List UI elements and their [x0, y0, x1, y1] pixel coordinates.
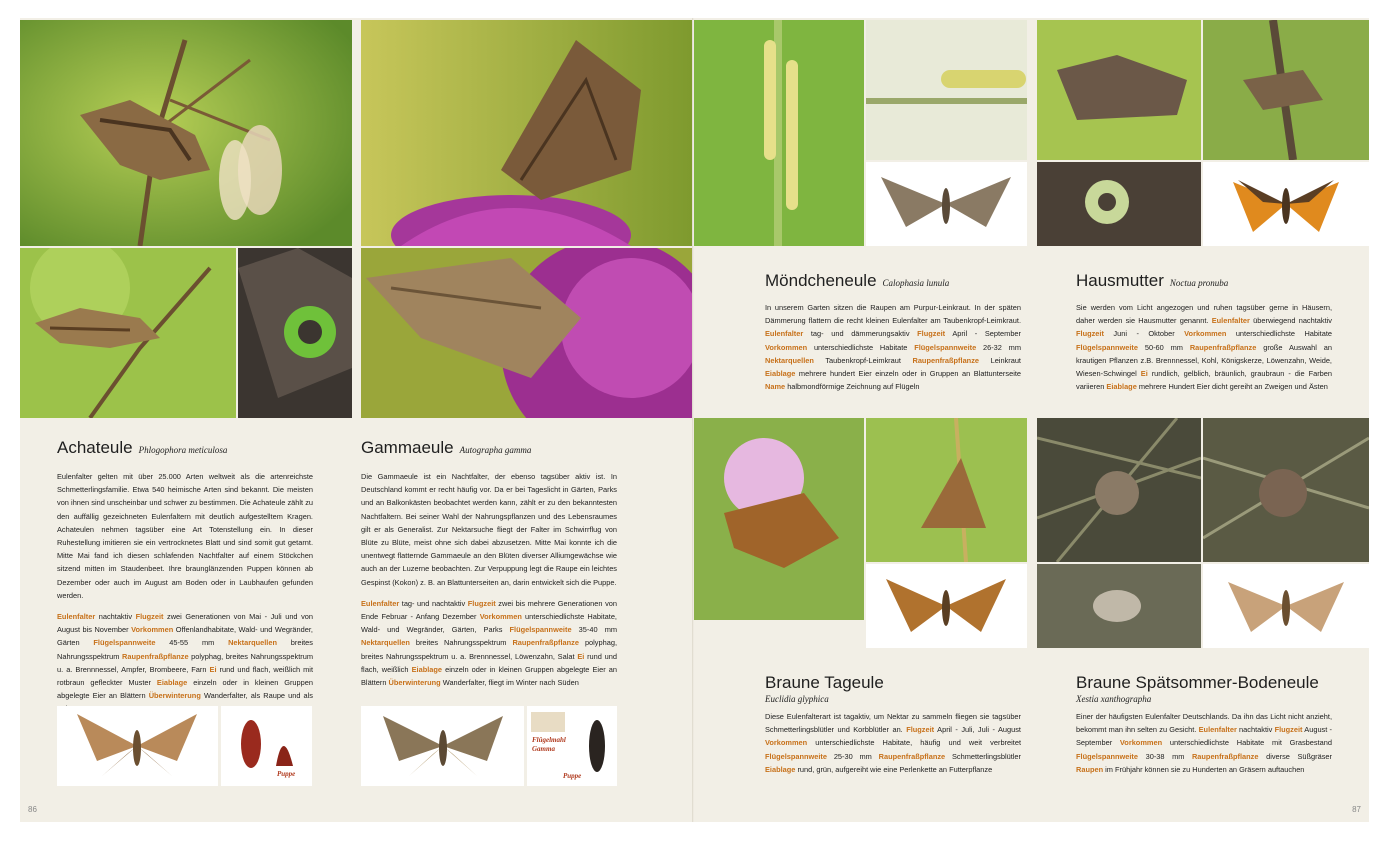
fact-value: rund, grün, aufgereiht wie eine Perlenkette an Futterpflanze — [795, 764, 993, 774]
fact-value: April - Juli, Juli - August — [934, 725, 1021, 735]
fact-value: Wanderfalter, fliegt im Winter nach Süden — [440, 678, 579, 688]
moendcheneule-latin: Calophasia lunula — [882, 278, 950, 288]
fact-key: Vorkommen — [765, 738, 808, 748]
photo-tageule-moth — [866, 564, 1027, 648]
photo-moendcheneule-caterpillars — [694, 20, 864, 246]
fact-key: Eulenfalter — [57, 612, 96, 622]
fact-value: diverse Süßgräser — [1258, 751, 1332, 761]
fact-key: Ei — [577, 651, 585, 661]
photo-bodeneule-1 — [1037, 418, 1201, 562]
fact-key: Raupenfraßpflanze — [878, 751, 946, 761]
fact-key: Flugzeit — [135, 612, 164, 622]
fact-key: Vorkommen — [1119, 738, 1163, 748]
fact-value: unterschiedlichste Habitate — [1226, 329, 1332, 339]
photo-bodeneule-moth — [1203, 564, 1369, 648]
fact-value: mehrere Hundert Eier dicht gereiht an Zweigen und Ästen — [1136, 382, 1328, 392]
fact-value: polyphag, breites Nahrungsspektrum u. a. Brennnessel, Ampfer, Brombeere, Farn — [57, 651, 313, 674]
fact-key: Eiablage — [765, 369, 796, 379]
achateule-latin: Phlogophora meticulosa — [138, 445, 228, 455]
fact-key: Flugzeit — [917, 329, 946, 339]
fact-value: breites Nahrungsspektrum — [409, 638, 513, 648]
fact-key: Nektarquellen — [228, 638, 277, 648]
photo-achateule-branch — [20, 248, 236, 418]
fact-value: rund und flach, weißlich — [361, 651, 617, 674]
fact-key: Flugzeit — [906, 725, 935, 735]
fact-value: Leinkraut — [979, 355, 1021, 365]
fact-value: mehrere hundert Eier einzeln oder in Gruppen an Blattunterseite — [795, 369, 1021, 379]
fact-key: Raupenfraßpflanze — [1191, 751, 1259, 761]
page-number-right: 87 — [1352, 805, 1361, 814]
fact-key: Flügelspannweite — [509, 625, 572, 635]
fact-key: Flügelspannweite — [1076, 342, 1139, 352]
fact-value: unterschiedlichste Habitate mit Grasbestand — [1162, 738, 1332, 748]
achateule-description: Eulenfalter gelten mit über 25.000 Arten weltweit als die artenreichste Schmetterlingsfamilie. Etwa 540 heimische Arten sind bekannt. Die meisten von ihnen sind unscheinbar und schwer zu bestimmen. Die Achateule zählt zu den auffällig gezeichneten Eulenfaltern mit deutlich aufgestelltem Kragen. Achateulen nehmen tagsüber eine Art Totenstellung ein. In dieser Ruhestellung imitieren sie ein vertrocknetes Blatt und sind somit gut getarnt. Mitte Mai fand ich diesen schlafenden Nachtfalter auf einem Stöckchen sitzend mitten im Staudenbeet. Ihre braunglänzenden Puppen können ab Dezember oder auch im August am Boden oder in Laubhaufen gefunden werden. — [57, 472, 313, 600]
fact-key: Eulenfalter — [1198, 725, 1237, 735]
photo-moendcheneule-larva — [866, 20, 1027, 160]
photo-gammaeule-pupa — [527, 706, 617, 786]
bodeneule-section — [1076, 673, 1332, 776]
moendcheneule-text: In unserem Garten sitzen die Raupen am Purpur-Leinkraut. In der späten Dämmerung flattern die recht kleinen Eulenfalter am Taubenkropf-Leimkraut. Eulenfalter tag- und dämmerungsaktiv Flugzeit April - September Vorkommen unterschiedlichste Habitate Flügelspannweite 26-32 mm Nektarquellen Taubenkropf-Leimkraut Raupenfraßpflanze Leinkraut Eiablage mehrere hundert Eier einzeln oder in Gruppen an Blattunterseite Name halbmondförmige Zeichnung auf Flügeln — [765, 303, 1022, 392]
photo-hausmutter-moth — [1203, 162, 1369, 246]
fact-key: Flügelspannweite — [93, 638, 156, 648]
photo-achateule-resting — [20, 20, 352, 246]
fact-value: rundlich, gelblich, bräunlich, graubraun - die Farben variieren — [1076, 369, 1332, 392]
left-page — [20, 18, 693, 822]
fact-key: Überwinterung — [388, 678, 441, 688]
fact-key: Nektarquellen — [765, 355, 814, 365]
fact-value: Wanderfalter, als Raupe und als — [203, 691, 314, 701]
fact-value: zwei Generationen von Mai - Juli und von August bis November — [57, 612, 313, 635]
fact-value: August - September — [1076, 725, 1332, 748]
fact-key: Eulenfalter — [1211, 316, 1250, 326]
page-number-left: 86 — [28, 805, 37, 814]
fact-value: 35-40 mm — [571, 625, 618, 635]
fact-key: Eiablage — [765, 764, 796, 774]
fact-key: Eiablage — [156, 678, 188, 688]
fact-key: Vorkommen — [1184, 329, 1227, 339]
fact-value: 26-32 mm — [976, 342, 1021, 352]
braune-tageule-title: Braune Tageule — [765, 673, 884, 692]
fact-value: 30-38 mm — [1138, 751, 1192, 761]
photo-tageule-thistle — [694, 418, 864, 620]
right-page — [694, 18, 1369, 822]
fact-key: Vorkommen — [479, 612, 522, 622]
fact-key: Überwinterung — [148, 691, 201, 701]
fact-key: Nektarquellen — [361, 638, 410, 648]
fact-value: 25-30 mm — [827, 751, 879, 761]
moendcheneule-title: Möndcheneule Calophasia lunula — [765, 271, 950, 290]
fact-key: Flügelspannweite — [765, 751, 828, 761]
braune-tageule-latin: Euclidia glyphica — [765, 694, 829, 704]
fact-key: Name — [765, 382, 786, 392]
fact-key: Raupenfraßpflanze — [1189, 342, 1257, 352]
bodeneule-text: Einer der häufigsten Eulenfalter Deutschlands. Da ihn das Licht nicht anzieht, bekommt man ihn selten zu Gesicht. Eulenfalter nachtaktiv Flugzeit August - September Vorkommen unterschiedlichste Habitate mit Grasbestand Flügelspannweite 30-38 mm Raupenfraßpflanze diverse Süßgräser Raupen im Frühjahr können sie zu Hunderten an Gräsern auftauchen — [1076, 712, 1332, 774]
fact-value: einzeln oder in kleinen Gruppen abgelegte Eier an Blättern — [361, 664, 617, 688]
fact-value: Offenlandhabitate, Wald- und Wegränder, Gärten — [57, 625, 313, 648]
photo-bodeneule-2 — [1203, 418, 1369, 562]
fact-key: Eulenfalter — [361, 598, 400, 608]
fact-key: Raupenfraßpflanze — [512, 638, 579, 648]
achateule-pupa-label: Puppe — [277, 770, 296, 778]
photo-bodeneule-3 — [1037, 564, 1201, 648]
fact-key: Ei — [1140, 369, 1148, 379]
hausmutter-section — [1076, 271, 1332, 393]
achateule-section — [57, 438, 313, 716]
fact-value: Juni - Oktober — [1103, 329, 1185, 339]
fact-key: Flügelspannweite — [914, 342, 977, 352]
fact-value: nachtaktiv — [1236, 725, 1275, 735]
fact-value: zwei bis mehrere Generationen von Ende Februar - Anfang Dezember — [361, 598, 617, 622]
hausmutter-latin: Noctua pronuba — [1169, 278, 1229, 288]
fact-key: Eulenfalter — [765, 329, 804, 339]
photo-tageule-resting — [866, 418, 1027, 562]
fact-value: im Frühjahr können sie zu Hunderten an Gräsern auftauchen — [1103, 764, 1305, 774]
photo-gammaeule-flower — [361, 248, 693, 418]
photo-achateule-pupa — [221, 706, 312, 786]
photo-gammaeule-closeup — [361, 20, 693, 246]
fact-key: Raupenfraßpflanze — [912, 355, 980, 365]
braune-tageule-text: Diese Eulenfalterart ist tagaktiv, um Nektar zu sammeln fliegen sie tagsüber Schmetterlingsblütler und Korbblütler an. Flugzeit April - Juli, Juli - August Vorkommen unterschiedlichste Habitate, häufig und weit verbreitet Flügelspannweite 25-30 mm Raupenfraßpflanze Schmetterlingsblütler Eiablage rund, grün, aufgereiht wie eine Perlenkette an Futterpflanze — [765, 712, 1021, 774]
fact-key: Raupen — [1076, 764, 1104, 774]
fact-key: Flugzeit — [467, 598, 496, 608]
fact-value: unterschiedlichste Habitate, Wald- und Wegränder, Gärten, Parks — [361, 612, 617, 635]
gammaeule-title: Gammaeule Autographa gamma — [361, 438, 532, 457]
gammaeule-facts — [361, 597, 617, 689]
fact-value: Taubenkropf-Leimkraut — [813, 355, 913, 365]
fact-key: Vorkommen — [765, 342, 808, 352]
achateule-facts — [57, 610, 313, 716]
fact-value: Schmetterlingsblütler — [945, 751, 1021, 761]
fact-value: überwiegend nachtaktiv — [1249, 316, 1332, 326]
photo-hausmutter-caterpillar — [1037, 162, 1201, 246]
fact-key: Vorkommen — [131, 625, 174, 635]
gammaeule-section — [361, 438, 617, 689]
fact-value: tag- und nachtaktiv — [399, 598, 468, 608]
fact-value: rund und flach, weißlich mit rotbraun gefleckter Muster — [57, 664, 314, 688]
photo-hausmutter-branch — [1203, 20, 1369, 160]
fact-value: große Auswahl an krautigen Pflanzen z.B. Brennnessel, Kohl, Königskerze, Löwenzahn, Weide, Wiesen-Schwingel — [1076, 342, 1332, 379]
fact-value: tag- und dämmerungsaktiv — [803, 329, 918, 339]
gammaeule-latin: Autographa gamma — [459, 445, 532, 455]
photo-moendcheneule-moth — [866, 162, 1027, 246]
fact-key: Eiablage — [411, 664, 443, 674]
fact-key: Ei — [209, 664, 217, 674]
photo-hausmutter-resting — [1037, 20, 1201, 160]
braune-tageule-section — [765, 673, 1021, 776]
fact-value: halbmondförmige Zeichnung auf Flügeln — [785, 382, 920, 392]
fact-value: 45-55 mm — [155, 638, 229, 648]
hausmutter-text: Sie werden vom Licht angezogen und ruhen tagsüber gerne in Häusern, daher werden sie Hausmutter genannt. Eulenfalter überwiegend nachtaktiv Flugzeit Juni - Oktober Vorkommen unterschiedlichste Habitate Flügelspannweite 50-60 mm Raupenfraßpflanze große Auswahl an krautigen Pflanzen z.B. Brennnessel, Kohl, Königskerze, Löwenzahn, Weide, Wiesen-Schwingel Ei rundlich, gelblich, bräunlich, graubraun - die Farben variieren Eiablage mehrere Hundert Eier dicht gereiht an Zweigen und Ästen — [1076, 303, 1332, 392]
fact-value: breites Nahrungsspektrum — [57, 638, 313, 661]
hausmutter-title: Hausmutter Noctua pronuba — [1076, 271, 1229, 290]
photo-achateule-caterpillar — [238, 248, 352, 418]
fact-value: nachtaktiv — [95, 612, 136, 622]
achateule-title: Achateule Phlogophora meticulosa — [57, 438, 228, 457]
fact-value: 50-60 mm — [1138, 342, 1190, 352]
fact-value: polyphag, breites Nahrungsspektrum u. a. Brennnessel, Löwenzahn, Salat — [361, 638, 617, 661]
bodeneule-latin: Xestia xanthographa — [1076, 694, 1152, 704]
fact-key: Flugzeit — [1274, 725, 1303, 735]
fact-value: unterschiedlichste Habitate, häufig und weit verbreitet — [807, 738, 1021, 748]
bodeneule-title: Braune Spätsommer-Bodeneule — [1076, 673, 1319, 692]
fact-key: Raupenfraßpflanze — [122, 651, 189, 661]
photo-achateule-specimen — [57, 706, 218, 786]
moendcheneule-section — [765, 271, 1021, 393]
fact-key: Flügelspannweite — [1076, 751, 1139, 761]
photo-gammaeule-specimen — [361, 706, 524, 786]
gammaeule-pupa-label: Puppe — [563, 772, 582, 780]
gammaeule-description: Die Gammaeule ist ein Nachtfalter, der ebenso tagsüber aktiv ist. In Deutschland kommt er recht häufig vor. Da er bei Tageslicht in Gärten, Parks und an Balkonkästen beobachtet werden kann, zählt er zu den bekanntesten Nachtfaltern. Bei seiner Wahl der Nahrungspflanzen und des Lebensraumes gilt er als Generalist. Zur Nektarsuche fliegt der Falter im Schwirrflug von Blüte zu Blüte, meist ohne sich dabei abzusetzen. Mitte Mai konnte ich die unentwegt flatternde Gammaeule an den Blüten diverser Alliumgewächse wie auch an der Luzerne beobachten. Zur Verpuppung legt die Raupe ein leichtes Gespinst (Kokon) z. B. an Blattunterseiten an, darin entwickelt sich die Puppe. — [361, 472, 617, 587]
fact-key: Flugzeit — [1076, 329, 1104, 339]
fact-value: unterschiedlichste Habitate — [807, 342, 915, 352]
fact-value: einzeln oder in kleinen Gruppen abgelegte Eier an Blättern — [57, 678, 313, 701]
fact-key: Eiablage — [1106, 382, 1137, 392]
fact-value: April - September — [945, 329, 1022, 339]
gammaeule-mark-label: Flügelmahl Gamma — [532, 736, 566, 753]
